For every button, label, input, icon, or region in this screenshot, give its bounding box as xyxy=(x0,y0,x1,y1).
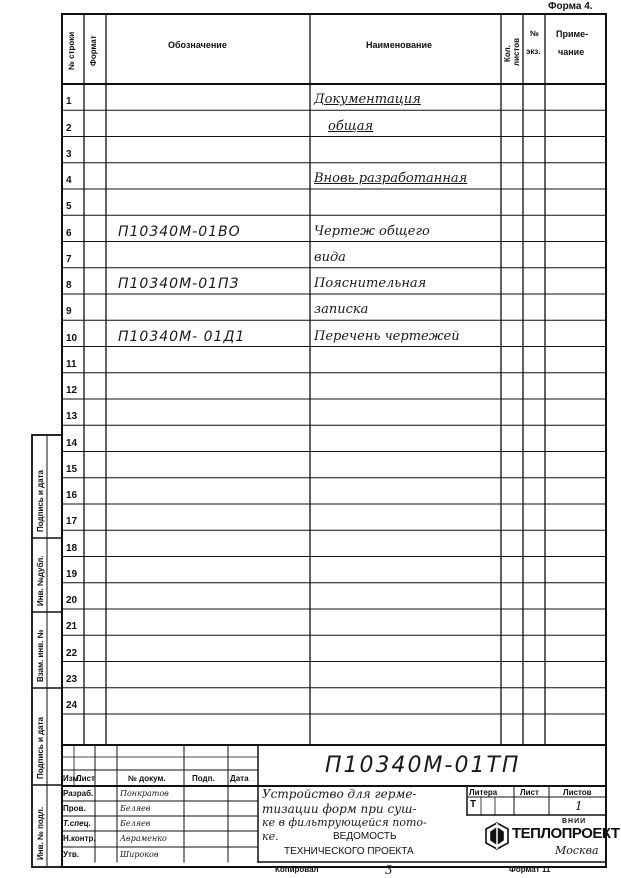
table-row xyxy=(62,110,606,136)
replace-inv-label: Взам. инв. № xyxy=(36,629,45,682)
sign-date-lower-label: Подпись и дата xyxy=(36,717,45,779)
org-name: ТЕПЛОПРОЕКТ xyxy=(512,825,620,842)
row-number: 11 xyxy=(66,358,77,370)
row-name: Документация xyxy=(314,92,421,108)
col-header-sheets-2: листов xyxy=(512,37,521,66)
row-number: 20 xyxy=(66,595,78,606)
row-number: 3 xyxy=(66,148,72,160)
table-row xyxy=(62,189,606,215)
table-row xyxy=(62,478,606,504)
row-name: Чертеж общего xyxy=(314,223,430,239)
row-number: 9 xyxy=(66,306,72,318)
row-number: 23 xyxy=(66,673,78,685)
row-number: 4 xyxy=(66,175,72,186)
name-checker: Беляев xyxy=(120,804,151,813)
role-developer: Разраб. xyxy=(63,789,94,798)
table-row xyxy=(62,320,606,346)
stamp-hdr-doc: № докум. xyxy=(128,774,166,783)
doc-type-line-1: ВЕДОМОСТЬ xyxy=(333,831,397,842)
list-header: Лист xyxy=(520,788,539,797)
table-row xyxy=(62,399,606,425)
product-title-line-4: ке. xyxy=(262,830,279,843)
row-number: 15 xyxy=(66,463,78,475)
doc-type-line-2: ТЕХНИЧЕСКОГО ПРОЕКТА xyxy=(284,846,414,857)
role-tech-spec: Т.спец. xyxy=(63,819,91,828)
dupl-inv-label: Инв. №дубл. xyxy=(36,555,45,606)
table-row xyxy=(62,373,606,399)
row-name: Перечень чертежей xyxy=(314,328,460,344)
table-row xyxy=(62,163,606,189)
row-name: Пояснительная xyxy=(314,276,427,291)
row-number: 6 xyxy=(66,227,72,239)
table-row xyxy=(62,688,606,714)
stamp-hdr-izm: Изм. xyxy=(63,774,81,783)
table-row xyxy=(62,635,606,661)
product-title-line-1: Устройство для герме- xyxy=(262,787,417,801)
table-row xyxy=(62,609,606,635)
row-number: 1 xyxy=(66,96,72,108)
copied-label: Копировал xyxy=(275,865,319,874)
litera-header: Литера xyxy=(469,788,498,797)
row-number: 18 xyxy=(66,542,78,554)
row-number: 10 xyxy=(66,332,78,344)
table-row xyxy=(62,452,606,478)
doc-code: П10340М-01ТП xyxy=(325,753,521,778)
name-tech-spec: Беляев xyxy=(120,819,151,828)
name-norm-control: Авраменко xyxy=(120,834,167,843)
row-number: 7 xyxy=(66,253,72,265)
row-name: Вновь разработанная xyxy=(314,171,468,186)
table-row xyxy=(62,347,606,373)
org-emblem-icon xyxy=(486,823,508,849)
listov-header: Листов xyxy=(563,788,592,797)
table-row xyxy=(62,268,606,294)
row-number: 19 xyxy=(66,568,78,580)
row-number: 16 xyxy=(66,490,78,501)
stamp-hdr-date: Дата xyxy=(230,774,249,783)
row-number: 12 xyxy=(66,385,78,396)
orig-inv-label: Инв. № подл. xyxy=(36,806,45,860)
org-small-label: ВНИИ xyxy=(562,818,587,825)
role-approver: Утв. xyxy=(63,850,80,859)
col-header-designation: Обозначение xyxy=(168,40,227,50)
table-row xyxy=(62,662,606,688)
table-row xyxy=(62,137,606,163)
row-name: записка xyxy=(314,302,369,318)
col-header-format: Формат xyxy=(89,35,98,66)
stamp-hdr-sign: Подп. xyxy=(192,774,215,783)
col-header-sheets-1: Кол. xyxy=(503,45,512,62)
row-name: вида xyxy=(314,249,346,265)
litera-value: Т xyxy=(470,799,477,810)
col-header-name: Наименование xyxy=(366,40,433,50)
col-header-note-1: Приме- xyxy=(556,29,589,39)
name-approver: Широков xyxy=(120,850,159,859)
row-number: 21 xyxy=(66,621,78,633)
col-header-row-no: № строки xyxy=(67,31,76,70)
role-checker: Пров. xyxy=(63,804,86,813)
row-designation: П10340М-01ПЗ xyxy=(118,276,240,292)
name-developer: Понкратов xyxy=(120,789,169,798)
table-row xyxy=(62,425,606,451)
row-number: 17 xyxy=(66,516,78,528)
row-number: 13 xyxy=(66,411,78,423)
page-number: 3 xyxy=(385,863,393,877)
format-label: Формат 11 xyxy=(509,865,551,874)
table-row xyxy=(62,215,606,241)
row-number: 24 xyxy=(66,700,78,711)
product-title-line-3: ке в фильтрующейся пото- xyxy=(262,816,427,829)
row-number: 5 xyxy=(66,201,72,213)
row-designation: П10340М-01ВО xyxy=(118,223,241,240)
stamp-hdr-list: Лист xyxy=(76,774,95,783)
col-header-note-2: чание xyxy=(558,47,585,57)
row-number: 22 xyxy=(66,647,78,659)
row-number: 2 xyxy=(66,122,72,134)
table-row xyxy=(62,242,606,268)
sign-date-upper-label: Подпись и дата xyxy=(36,470,45,532)
row-name: общая xyxy=(328,118,374,134)
form-label: Форма 4. xyxy=(548,1,593,12)
row-number: 8 xyxy=(66,280,72,291)
table-row xyxy=(62,504,606,530)
table-row xyxy=(62,84,606,110)
table-row xyxy=(62,583,606,609)
col-header-copy-2: экз. xyxy=(526,47,541,56)
table-row xyxy=(62,530,606,556)
listov-value: 1 xyxy=(575,799,583,813)
row-number: 14 xyxy=(66,437,78,449)
product-title-line-2: тизации форм при суш- xyxy=(262,802,417,816)
col-header-copy-1: № xyxy=(530,29,539,38)
table-row xyxy=(62,557,606,583)
role-norm-control: Н.контр. xyxy=(63,834,96,843)
org-city: Москва xyxy=(555,844,599,857)
table-row xyxy=(62,294,606,320)
row-designation: П10340М- 01Д1 xyxy=(118,328,246,345)
